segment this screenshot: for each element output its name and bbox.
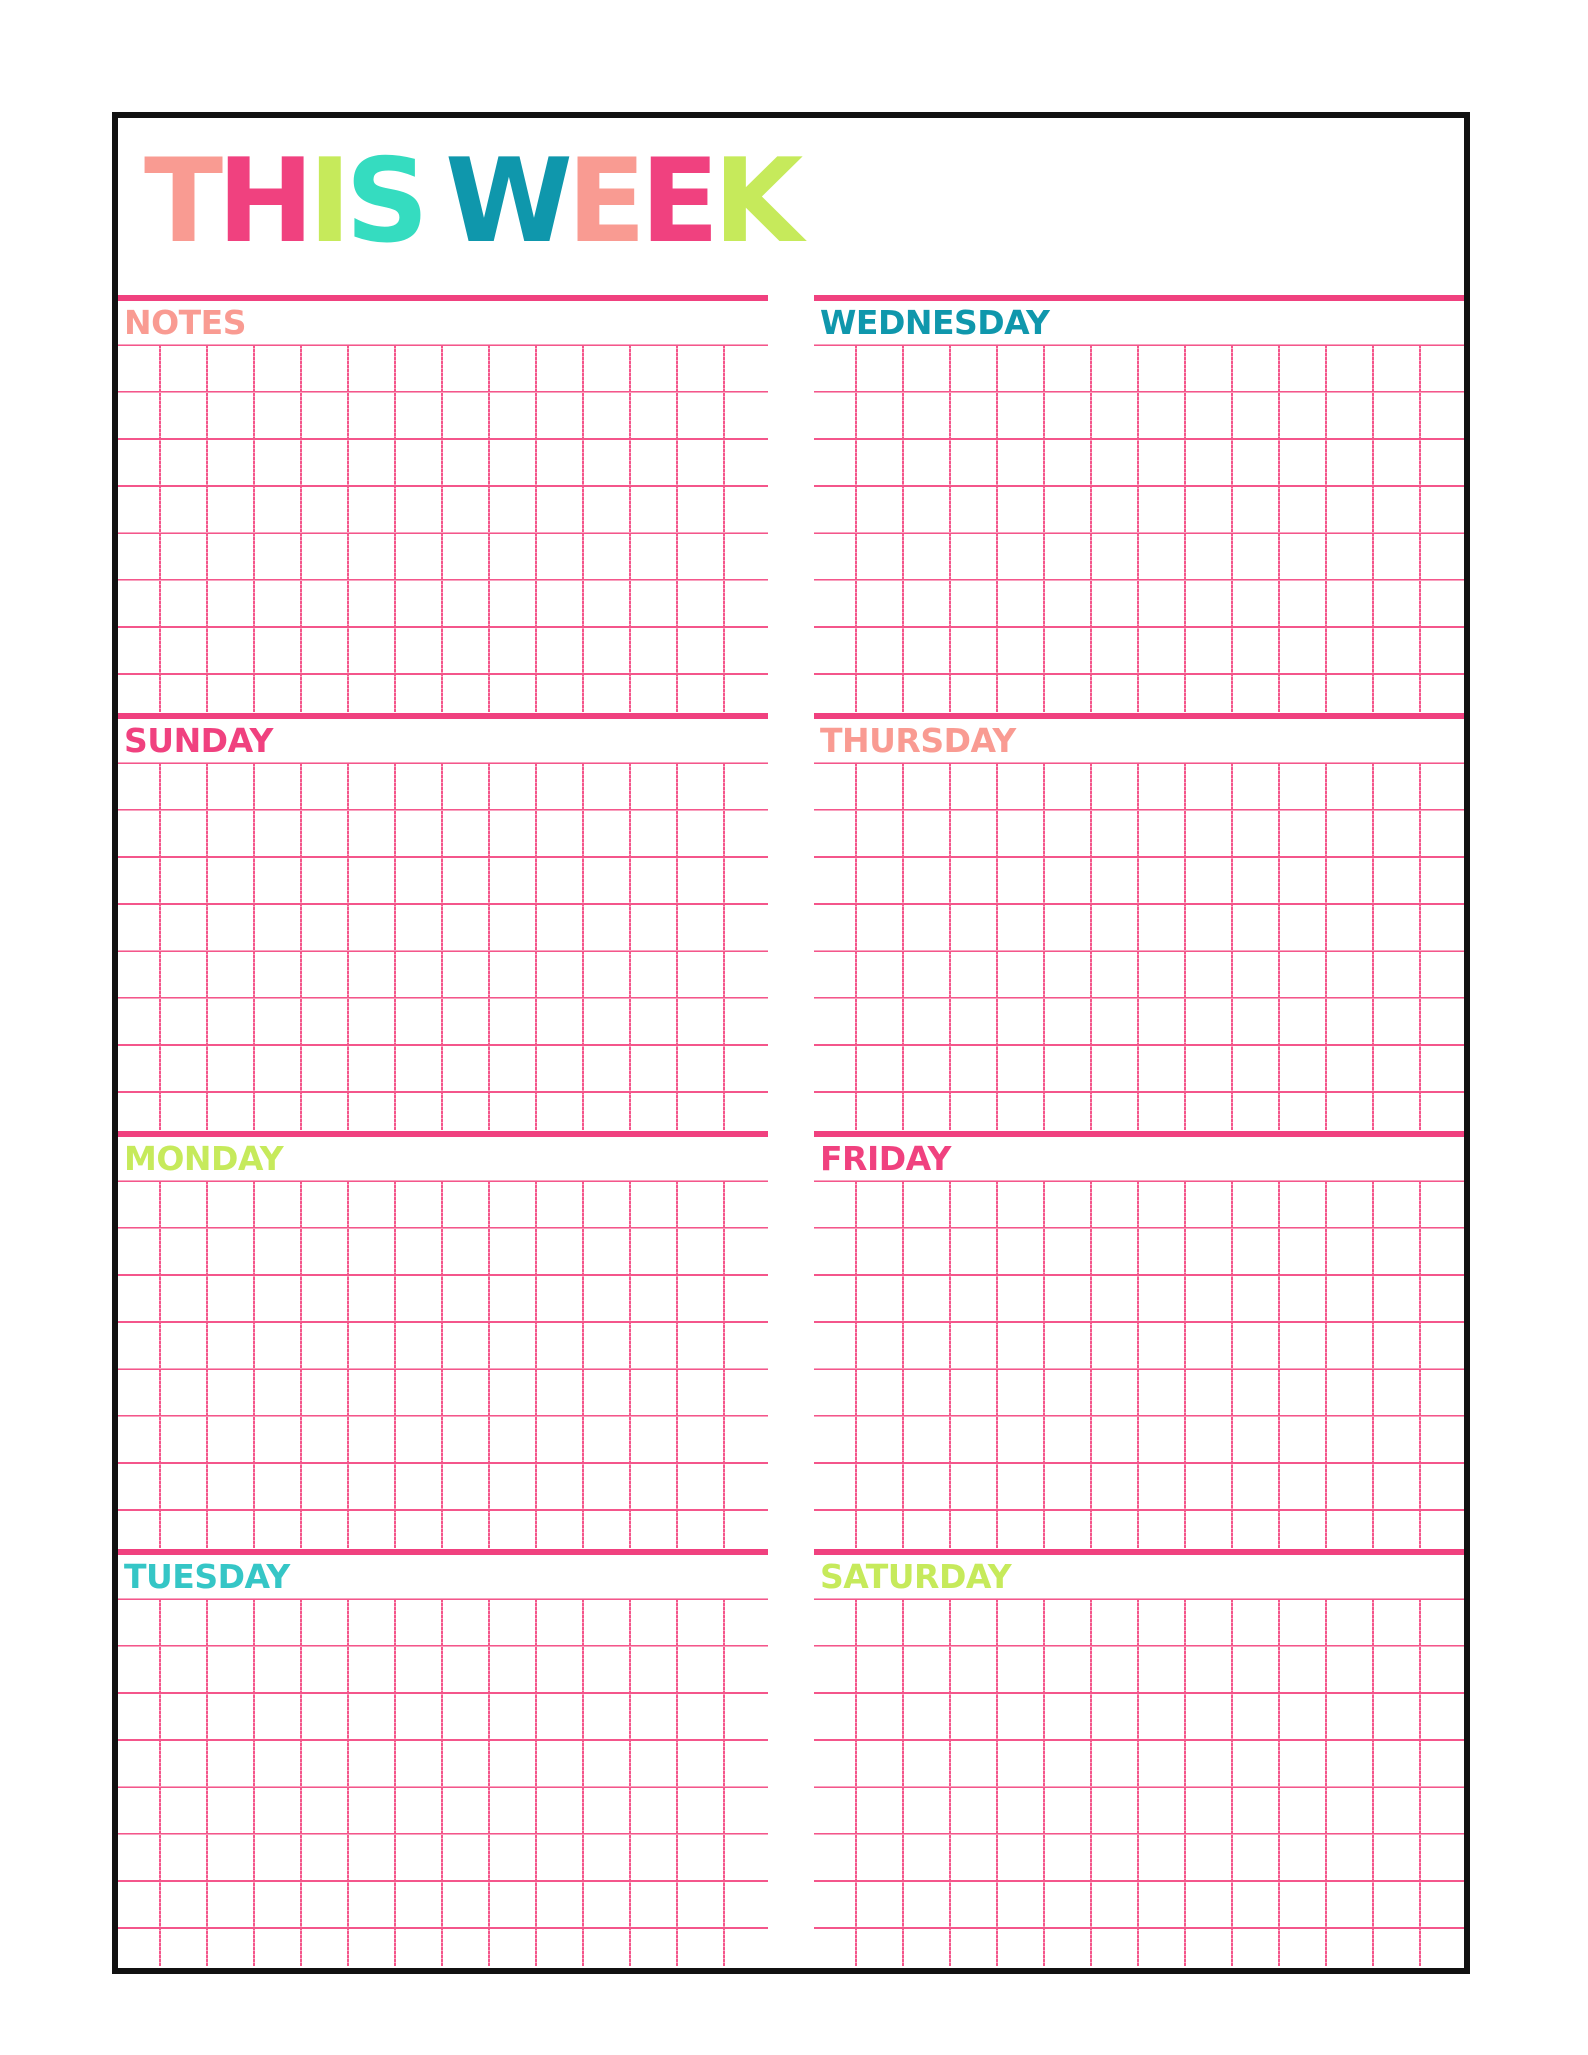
- section-label: FRIDAY: [820, 1139, 951, 1178]
- writing-grid[interactable]: [814, 762, 1464, 1130]
- writing-grid[interactable]: [814, 344, 1464, 712]
- writing-grid[interactable]: [814, 1180, 1464, 1548]
- section-wednesday: [814, 295, 1464, 713]
- section-label: WEDNESDAY: [820, 303, 1050, 342]
- section-label: NOTES: [124, 303, 246, 342]
- section-label: MONDAY: [124, 1139, 284, 1178]
- title-letter: T: [144, 134, 218, 269]
- section-label: SUNDAY: [124, 721, 273, 760]
- title-letter: H: [217, 134, 309, 269]
- page-title: [144, 134, 798, 269]
- title-letter: W: [444, 134, 567, 269]
- writing-grid[interactable]: [814, 1598, 1464, 1966]
- title-letter: S: [345, 134, 423, 269]
- section-friday: [814, 1131, 1464, 1549]
- writing-grid[interactable]: [118, 1598, 768, 1966]
- title-letter: I: [308, 134, 346, 269]
- section-monday: [118, 1131, 768, 1549]
- section-label: SATURDAY: [820, 1557, 1012, 1596]
- section-tuesday: [118, 1549, 768, 1967]
- weekly-planner-page: [112, 112, 1470, 1974]
- section-label: TUESDAY: [124, 1557, 290, 1596]
- writing-grid[interactable]: [118, 1180, 768, 1548]
- section-label: THURSDAY: [820, 721, 1016, 760]
- writing-grid[interactable]: [118, 762, 768, 1130]
- section-sunday: [118, 713, 768, 1131]
- section-saturday: [814, 1549, 1464, 1967]
- title-letter: K: [713, 134, 798, 269]
- section-thursday: [814, 713, 1464, 1131]
- section-notes: [118, 295, 768, 713]
- writing-grid[interactable]: [118, 344, 768, 712]
- title-letter: E: [640, 134, 714, 269]
- title-letter: E: [566, 134, 641, 269]
